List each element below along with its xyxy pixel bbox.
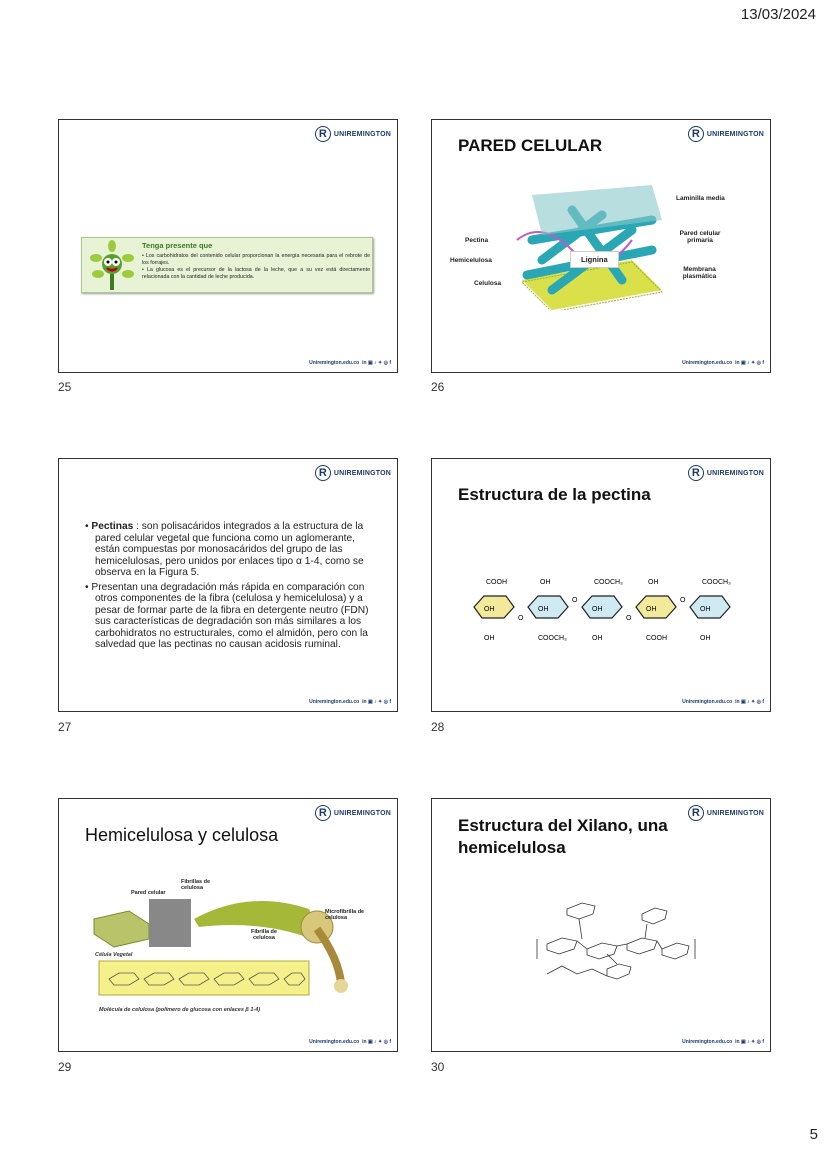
print-date: 13/03/2024: [740, 6, 816, 23]
lignina-label: Lignina: [570, 251, 619, 268]
box-title: Tenga presente que: [142, 241, 213, 250]
slide-number: 26: [431, 380, 445, 394]
celula-label: Célula Vegetal: [95, 952, 133, 958]
slide-footer: Uniremington.edu.co in ▣ ♪ ✦ ◎ f: [309, 1039, 391, 1045]
uniremington-logo: R UNIREMINGTON: [315, 805, 391, 821]
xylan-structure: [527, 894, 697, 1004]
fibrilla-label: Fibrilla de celulosa: [251, 929, 277, 941]
ring-center-group: OH: [646, 606, 657, 613]
ring-bottom-group: OH: [700, 635, 711, 642]
microfibrilla-label: Microfibrilla de celulosa: [325, 909, 365, 921]
slide-footer: Uniremington.edu.co in ▣ ♪ ✦ ◎ f: [682, 1039, 764, 1045]
slide-footer: Uniremington.edu.co in ▣ ♪ ✦ ◎ f: [682, 360, 764, 366]
celulosa-label: Celulosa: [474, 280, 502, 287]
laminilla-label: Laminilla media: [676, 195, 725, 202]
pectin-rings: [460, 574, 750, 644]
glycosidic-oxygen: O: [572, 597, 578, 604]
plant-mascot-icon: [86, 240, 138, 292]
cellulose-illustration: [89, 889, 379, 999]
glycosidic-oxygen: O: [680, 597, 686, 604]
slide-number: 29: [58, 1060, 72, 1074]
page-number: 5: [809, 1126, 818, 1143]
ring-top-group: COOCH₃: [594, 579, 623, 586]
uniremington-logo: R UNIREMINGTON: [688, 805, 764, 821]
ring-center-group: OH: [592, 606, 603, 613]
bullet: • La glucosa es el precursor de la lactosa de la leche, que a su vez está directamente relacionada con la cantidad de leche producida.: [142, 267, 370, 281]
slide-number: 25: [58, 380, 72, 394]
uniremington-logo: R UNIREMINGTON: [688, 126, 764, 142]
slide-25: [58, 119, 398, 373]
ring-bottom-group: OH: [592, 635, 603, 642]
cell-wall-illustration: [512, 180, 672, 310]
slide-title: PARED CELULAR: [458, 136, 603, 155]
slide-number: 27: [58, 720, 72, 734]
bullet: • Pectinas : son polisacáridos integrados a la estructura de la pared celular vegetal que funciona como un aglomerante, están compuestas por monosacáridos del grupo de las hemicelulosas, pero unidos por enlaces tipo α 1-4, como se observa en la Figura 5.: [85, 521, 375, 579]
ring-top-group: COOH: [486, 579, 507, 586]
slide-number: 30: [431, 1060, 445, 1074]
ring-center-group: OH: [700, 606, 711, 613]
membrana-label: Membrana plasmática: [682, 266, 717, 280]
slide-footer: Uniremington.edu.co in ▣ ♪ ✦ ◎ f: [682, 699, 764, 705]
slide-29: [58, 798, 398, 1052]
slide-footer: Uniremington.edu.co in ▣ ♪ ✦ ◎ f: [309, 699, 391, 705]
pectina-label: Pectina: [465, 237, 489, 244]
glycosidic-oxygen: O: [626, 615, 632, 622]
slide-28: [431, 458, 771, 712]
uniremington-logo: R UNIREMINGTON: [315, 465, 391, 481]
slide-title: Estructura del Xilano, una hemicelulosa: [458, 816, 668, 857]
slide-26: [431, 119, 771, 373]
ring-bottom-group: OH: [484, 635, 495, 642]
hemicelulosa-label: Hemicelulosa: [450, 257, 492, 264]
bullet: • Presentan una degradación más rápida en comparación con otros componentes de la fibra (celulosa y hemicelulosa) y a pesar de formar parte de la fibra en detergente neutro (FDN) sus características de degradación son más similares a los carbohidratos no estructurales, como el almidón, pero con la salvedad que las pectinas no causan acidosis ruminal.: [85, 582, 375, 651]
ring-bottom-group: COOCH₃: [538, 635, 567, 642]
slide-30: [431, 798, 771, 1052]
pared-label: Pared celular primaria: [679, 230, 721, 244]
slide-number: 28: [431, 720, 445, 734]
slide-title: Estructura de la pectina: [458, 485, 651, 504]
figure-caption: Molécula de celulosa (polímero de glucosa con enlaces β 1-4): [99, 1007, 261, 1013]
ring-center-group: OH: [538, 606, 549, 613]
ring-top-group: OH: [540, 579, 551, 586]
uniremington-logo: R UNIREMINGTON: [315, 126, 391, 142]
pectin-structure: [460, 574, 750, 644]
ring-center-group: OH: [484, 606, 495, 613]
slide-27: [58, 458, 398, 712]
reminder-box: [81, 237, 373, 293]
slide-footer: Uniremington.edu.co in ▣ ♪ ✦ ◎ f: [309, 360, 391, 366]
fibrillas-label: Fibrillas de celulosa: [181, 879, 211, 891]
ring-bottom-group: COOH: [646, 635, 667, 642]
ring-top-group: COOCH₃: [702, 579, 731, 586]
slide-title: Hemicelulosa y celulosa: [85, 825, 279, 845]
pared-label: Pared celular: [131, 890, 166, 896]
glycosidic-oxygen: O: [518, 615, 524, 622]
uniremington-logo: R UNIREMINGTON: [688, 465, 764, 481]
ring-top-group: OH: [648, 579, 659, 586]
bullet: • Los carbohidratos del contenido celular proporcionan la energía necesaria para el rebrote de los forrajes.: [142, 253, 370, 267]
